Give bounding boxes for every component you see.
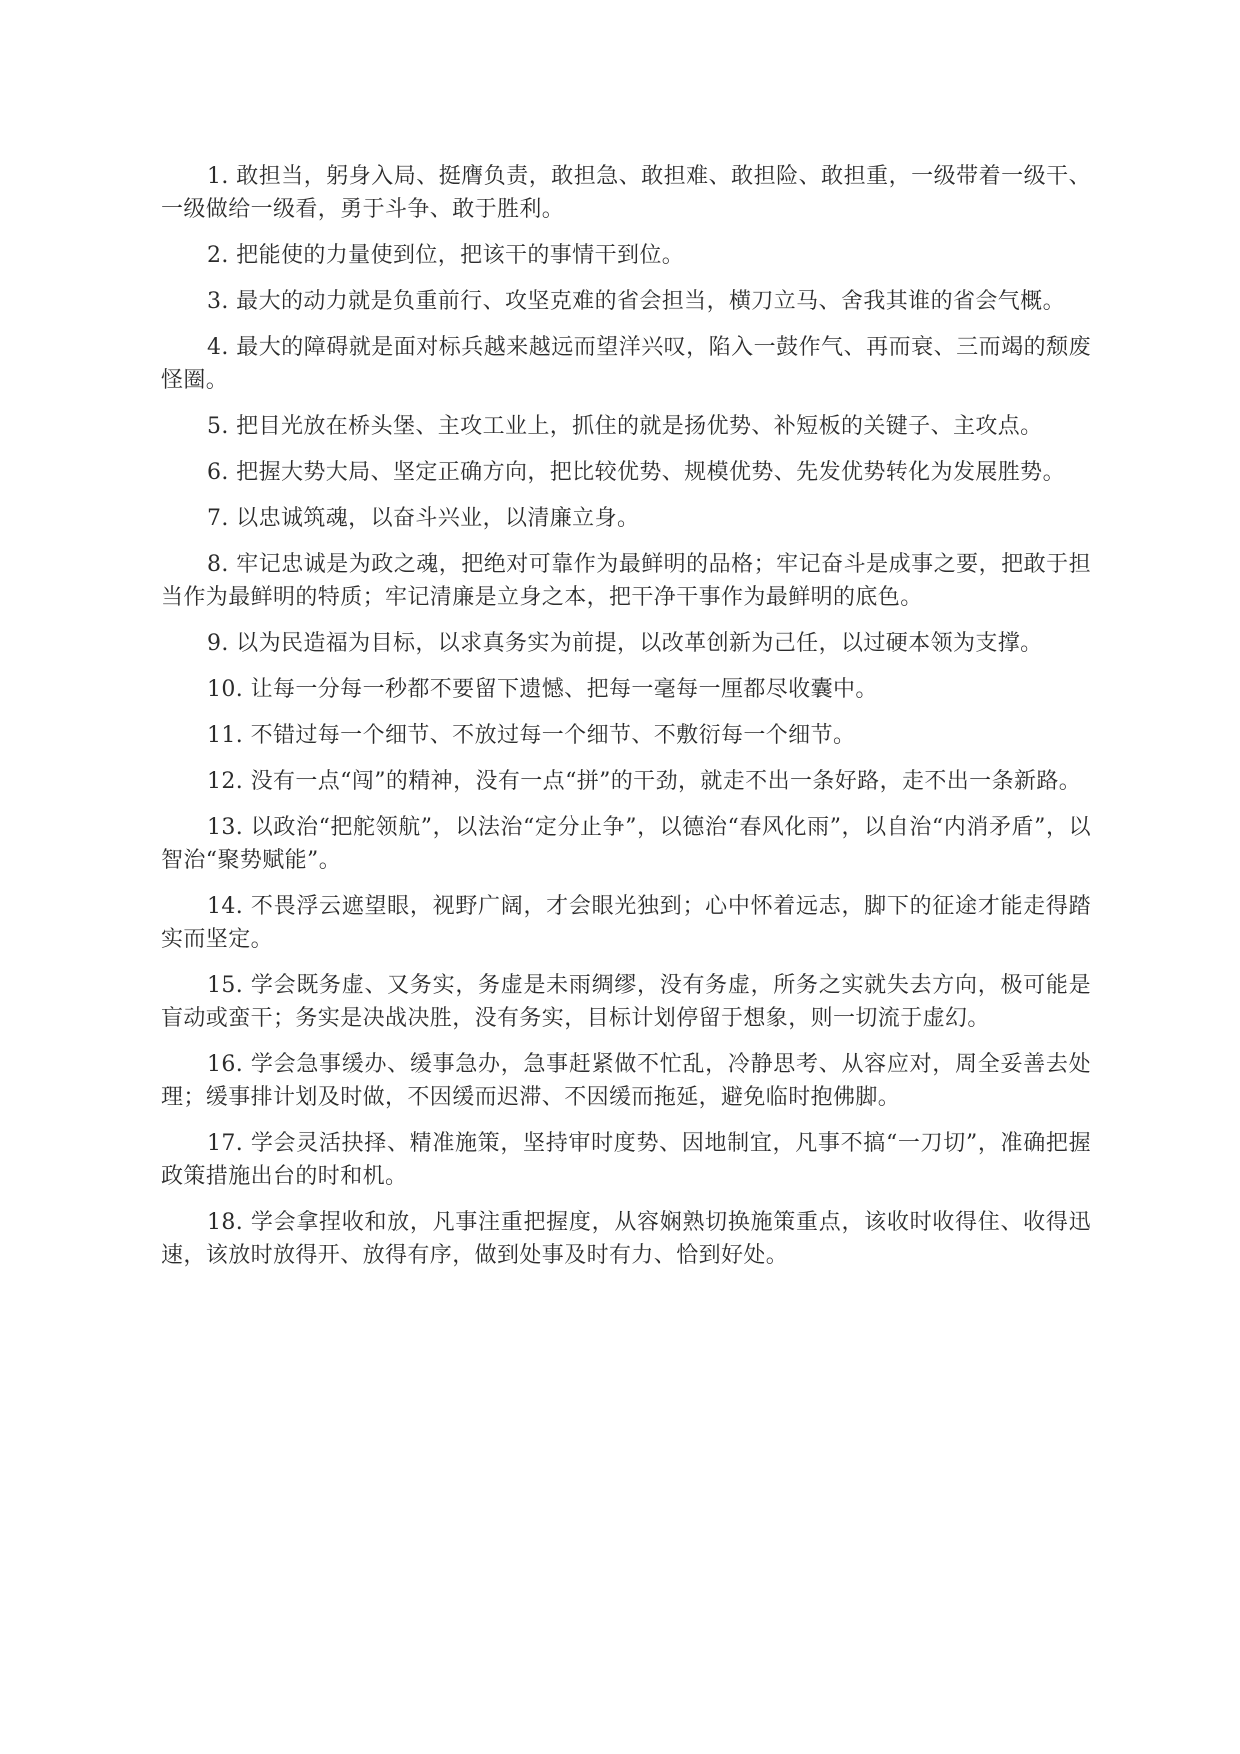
paragraph-16: 16. 学会急事缓办、缓事急办，急事赶紧做不忙乱，冷静思考、从容应对，周全妥善去处理；缓事排计划及时做，不因缓而迟滞、不因缓而拖延，避免临时抱佛脚。	[161, 1052, 1091, 1110]
paragraph-9: 9. 以为民造福为目标，以求真务实为前提，以改革创新为己任，以过硬本领为支撑。	[207, 631, 1043, 656]
paragraph-5: 5. 把目光放在桥头堡、主攻工业上，抓住的就是扬优势、补短板的关键子、主攻点。	[207, 414, 1043, 439]
paragraph-6: 6. 把握大势大局、坚定正确方向，把比较优势、规模优势、先发优势转化为发展胜势。	[207, 460, 1065, 485]
paragraph-12: 12. 没有一点“闯”的精神，没有一点“拼”的干劲，就走不出一条好路，走不出一条新路。	[207, 769, 1082, 794]
paragraph-11: 11. 不错过每一个细节、不放过每一个细节、不敷衍每一个细节。	[207, 723, 856, 748]
paragraph-10: 10. 让每一分每一秒都不要留下遗憾、把每一毫每一厘都尽收囊中。	[207, 677, 878, 702]
paragraph-3: 3. 最大的动力就是负重前行、攻坚克难的省会担当，横刀立马、舍我其谁的省会气概。	[207, 289, 1065, 314]
paragraph-1: 1. 敢担当，躬身入局、挺膺负责，敢担急、敢担难、敢担险、敢担重，一级带着一级干、一级做给一级看，勇于斗争、敢于胜利。	[161, 164, 1091, 222]
paragraph-4: 4. 最大的障碍就是面对标兵越来越远而望洋兴叹，陷入一鼓作气、再而衰、三而竭的颓废怪圈。	[161, 335, 1091, 393]
paragraph-15: 15. 学会既务虚、又务实，务虚是未雨绸缪，没有务虚，所务之实就失去方向，极可能是盲动或蛮干；务实是决战决胜，没有务实，目标计划停留于想象，则一切流于虚幻。	[161, 973, 1091, 1031]
paragraph-13: 13. 以政治“把舵领航”，以法治“定分止争”，以德治“春风化雨”，以自治“内消矛盾”，以智治“聚势赋能”。	[161, 815, 1091, 873]
paragraph-14: 14. 不畏浮云遮望眼，视野广阔，才会眼光独到；心中怀着远志，脚下的征途才能走得踏实而坚定。	[161, 894, 1091, 952]
paragraph-8: 8. 牢记忠诚是为政之魂，把绝对可靠作为最鲜明的品格；牢记奋斗是成事之要，把敢于担当作为最鲜明的特质；牢记清廉是立身之本，把干净干事作为最鲜明的底色。	[161, 552, 1091, 610]
paragraph-7: 7. 以忠诚筑魂，以奋斗兴业，以清廉立身。	[207, 506, 640, 531]
paragraph-2: 2. 把能使的力量使到位，把该干的事情干到位。	[207, 243, 685, 268]
document-body	[161, 160, 1091, 1285]
paragraph-18: 18. 学会拿捏收和放，凡事注重把握度，从容娴熟切换施策重点，该收时收得住、收得迅速，该放时放得开、放得有序，做到处事及时有力、恰到好处。	[161, 1210, 1091, 1268]
paragraph-17: 17. 学会灵活抉择、精准施策，坚持审时度势、因地制宜，凡事不搞“一刀切”，准确把握政策措施出台的时和机。	[161, 1131, 1091, 1189]
